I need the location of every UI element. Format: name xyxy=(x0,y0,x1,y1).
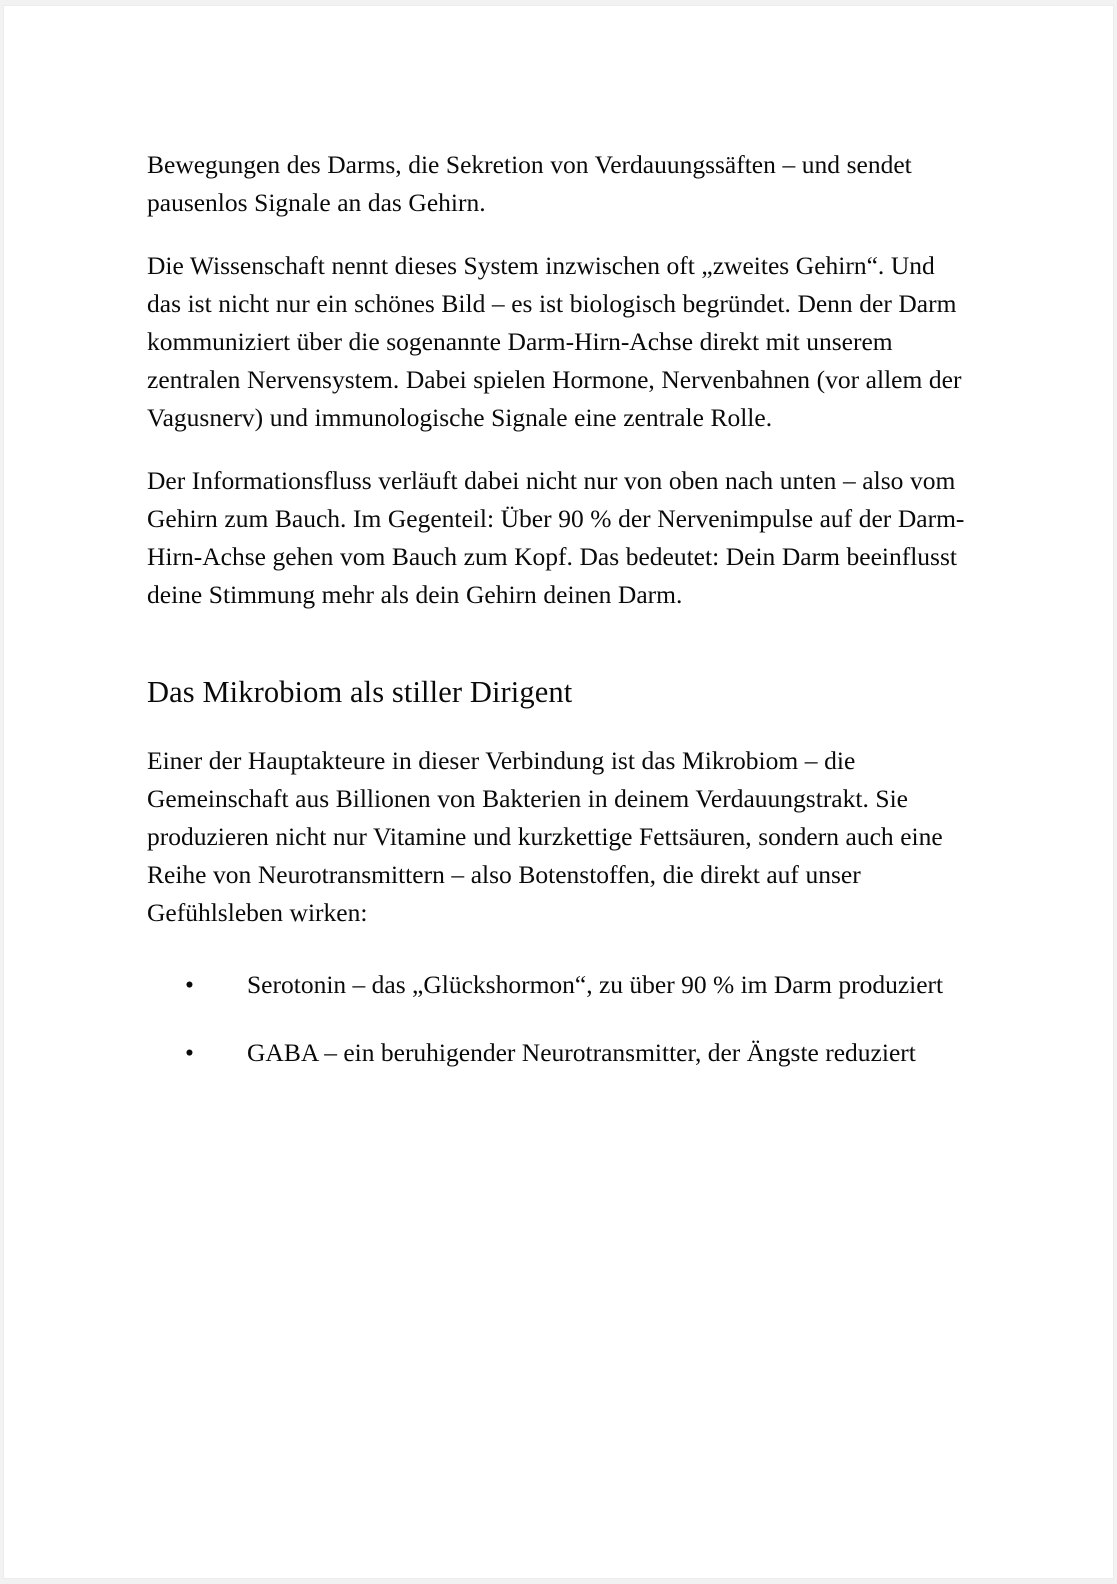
list-item xyxy=(147,966,971,1004)
paragraph-2: Die Wissenschaft nennt dieses System inzwischen oft „zweites Gehirn“. Und das ist nicht nur ein schönes Bild – es ist biologisch begründet. Denn der Darm kommuniziert über die sogenannte Darm-Hirn-Achse direkt mit unserem zentralen Nervensystem. Dabei spielen Hormone, Nervenbahnen (vor allem der Vagusnerv) und immunologische Signale eine zentrale Rolle. xyxy=(147,251,962,432)
section-heading-mikrobiom: Das Mikrobiom als stiller Dirigent xyxy=(147,675,573,709)
bullet-icon: • xyxy=(185,1038,194,1067)
list-item xyxy=(147,1034,971,1072)
list-item-label: GABA – ein beruhigender Neurotransmitter, der Ängste reduziert xyxy=(247,1038,916,1067)
document-text-column xyxy=(147,146,971,1072)
list-item-label: Serotonin – das „Glückshormon“, zu über 90 % im Darm produziert xyxy=(247,970,944,999)
document-page xyxy=(3,5,1114,1579)
bullet-icon: • xyxy=(185,970,194,999)
paragraph-3: Der Informationsfluss verläuft dabei nicht nur von oben nach unten – also vom Gehirn zum Bauch. Im Gegenteil: Über 90 % der Nervenimpulse auf der Darm-Hirn-Achse gehen vom Bauch zum Kopf. Das bedeutet: Dein Darm beeinflusst deine Stimmung mehr als dein Gehirn deinen Darm. xyxy=(147,466,965,609)
paragraph-4: Einer der Hauptakteure in dieser Verbindung ist das Mikrobiom – die Gemeinschaft aus Billionen von Bakterien in deinem Verdauungstrakt. Sie produzieren nicht nur Vitamine und kurzkettige Fettsäuren, sondern auch eine Reihe von Neurotransmittern – also Botenstoffen, die direkt auf unser Gefühlsleben wirken: xyxy=(147,746,943,927)
neurotransmitter-bullet-list xyxy=(147,966,971,1072)
paragraph-1: Bewegungen des Darms, die Sekretion von Verdauungssäften – und sendet pausenlos Signale an das Gehirn. xyxy=(147,150,912,217)
